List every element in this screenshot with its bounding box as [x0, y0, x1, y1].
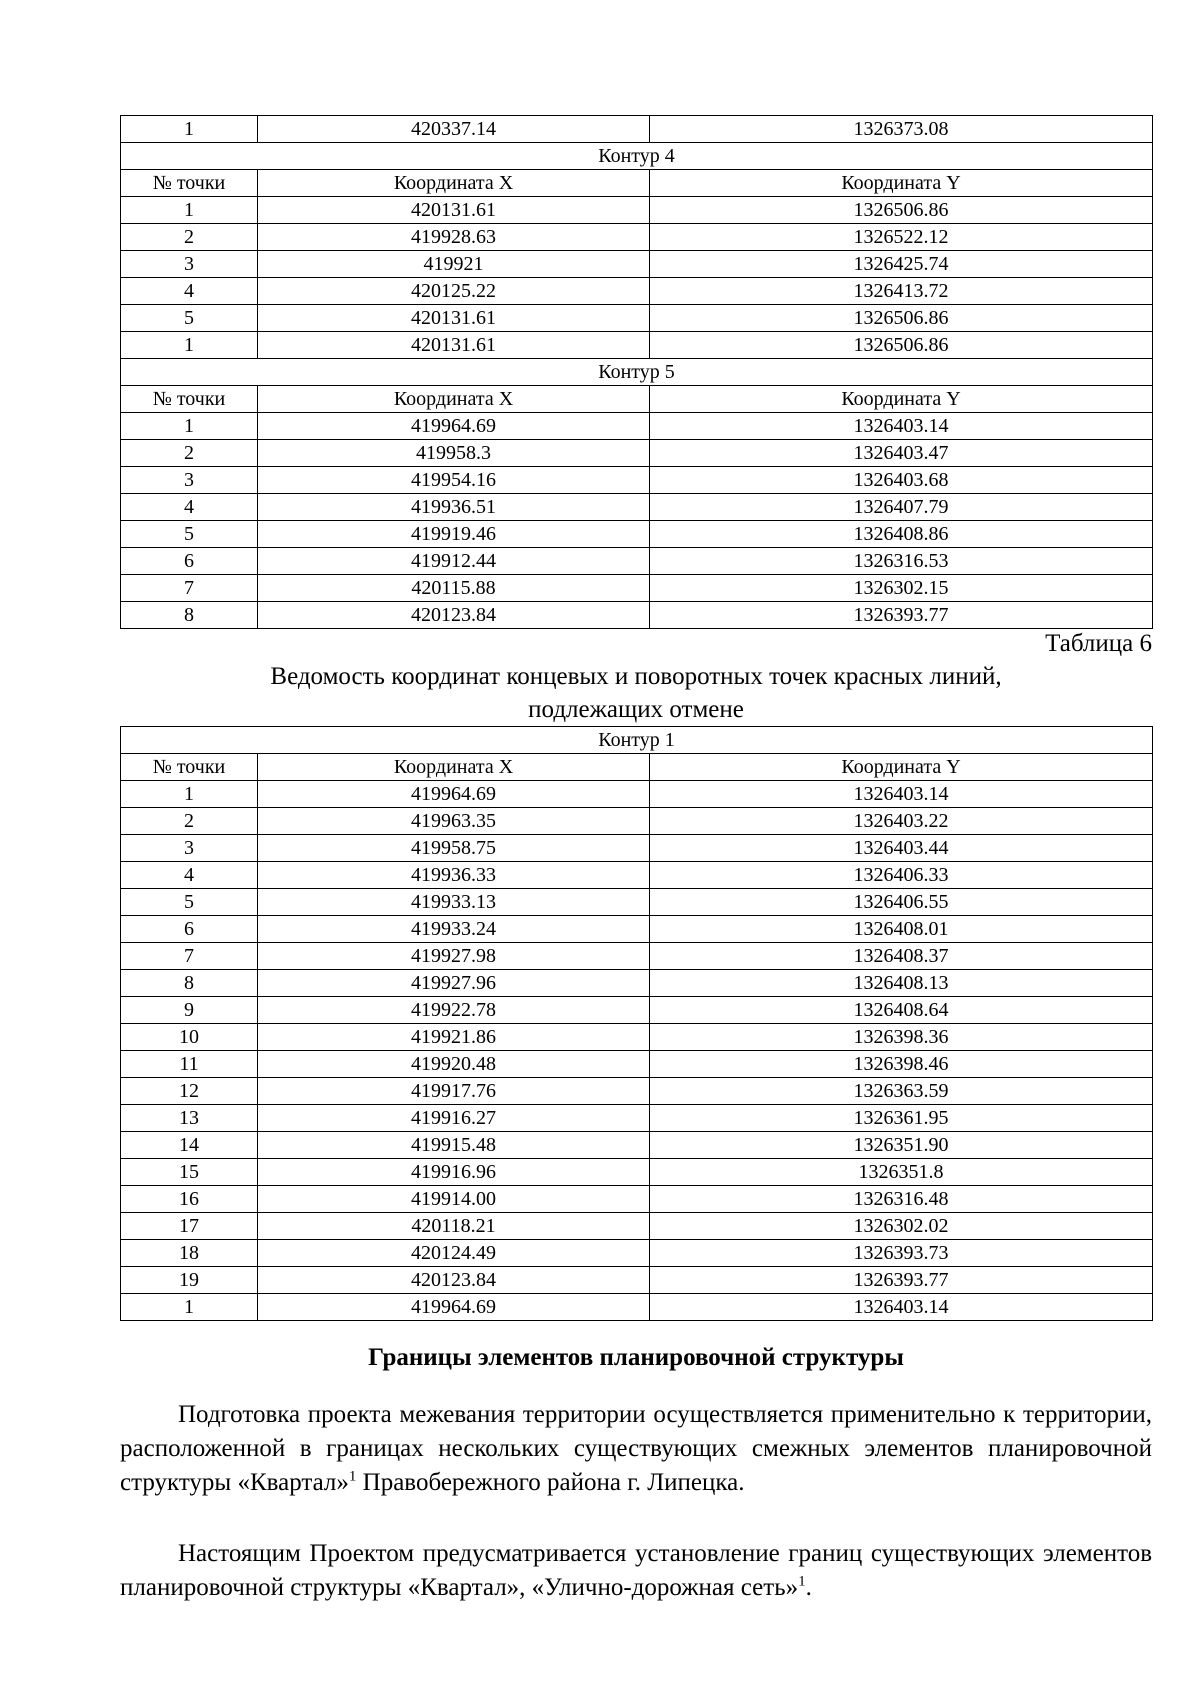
- paragraph-2-tail: .: [805, 1574, 812, 1601]
- table-row: [121, 413, 1153, 440]
- cell-coord-x: 419933.13: [258, 889, 650, 916]
- cell-coord-y: 1326407.79: [650, 494, 1153, 521]
- cell-point-number: 18: [121, 1240, 258, 1267]
- cell-point-number: 2: [121, 808, 258, 835]
- cell-point-number: 7: [121, 943, 258, 970]
- paragraph-2: [120, 1537, 1152, 1605]
- cell-point-number: 1: [121, 781, 258, 808]
- table-row: [121, 835, 1153, 862]
- cell-coord-x: 419933.24: [258, 916, 650, 943]
- table-row: [121, 116, 1153, 143]
- cell-point-number: 4: [121, 862, 258, 889]
- cell-coord-x: 420131.61: [258, 332, 650, 359]
- cell-point-number: 9: [121, 997, 258, 1024]
- cell-coord-y: 1326406.55: [650, 889, 1153, 916]
- contour-label: Контур 4: [121, 143, 1153, 170]
- cell-point-number: 7: [121, 575, 258, 602]
- cell-point-number: 2: [121, 224, 258, 251]
- header-point-number: № точки: [121, 386, 258, 413]
- cell-coord-y: 1326403.14: [650, 1294, 1153, 1321]
- cell-coord-x: 419917.76: [258, 1078, 650, 1105]
- cell-point-number: 11: [121, 1051, 258, 1078]
- cell-coord-y: 1326408.13: [650, 970, 1153, 997]
- cell-coord-y: 1326406.33: [650, 862, 1153, 889]
- table-row: [121, 278, 1153, 305]
- table-header-row: [121, 754, 1153, 781]
- cell-coord-x: 419964.69: [258, 413, 650, 440]
- table-row: [121, 1078, 1153, 1105]
- cell-point-number: 8: [121, 602, 258, 629]
- cell-point-number: 5: [121, 521, 258, 548]
- header-coord-y: Координата Y: [650, 170, 1153, 197]
- cell-coord-y: 1326302.02: [650, 1213, 1153, 1240]
- header-coord-x: Координата X: [258, 170, 650, 197]
- table-row: [121, 781, 1153, 808]
- cell-point-number: 6: [121, 916, 258, 943]
- cell-point-number: 15: [121, 1159, 258, 1186]
- cell-coord-y: 1326413.72: [650, 278, 1153, 305]
- cell-coord-y: 1326316.53: [650, 548, 1153, 575]
- cell-coord-y: 1326403.14: [650, 413, 1153, 440]
- table-row: [121, 997, 1153, 1024]
- cell-point-number: 3: [121, 251, 258, 278]
- header-coord-y: Координата Y: [650, 754, 1153, 781]
- header-point-number: № точки: [121, 754, 258, 781]
- cell-coord-x: 420118.21: [258, 1213, 650, 1240]
- table-6-body: [121, 727, 1153, 1321]
- header-point-number: № точки: [121, 170, 258, 197]
- cell-coord-x: 419927.96: [258, 970, 650, 997]
- cell-coord-y: 1326393.77: [650, 1267, 1153, 1294]
- header-coord-x: Координата X: [258, 754, 650, 781]
- table-row: [121, 1051, 1153, 1078]
- table-row: [121, 916, 1153, 943]
- cell-coord-y: 1326522.12: [650, 224, 1153, 251]
- table-row: [121, 889, 1153, 916]
- table-header-row: [121, 386, 1153, 413]
- cell-coord-x: 419920.48: [258, 1051, 650, 1078]
- cell-coord-x: 419964.69: [258, 1294, 650, 1321]
- cell-coord-y: 1326363.59: [650, 1078, 1153, 1105]
- contour-row: [121, 727, 1153, 754]
- table-row: [121, 197, 1153, 224]
- cell-coord-x: 420337.14: [258, 116, 650, 143]
- cell-point-number: 1: [121, 413, 258, 440]
- table-row: [121, 548, 1153, 575]
- table-row: [121, 1024, 1153, 1051]
- cell-point-number: 1: [121, 332, 258, 359]
- coordinates-table-continued: [120, 115, 1153, 629]
- contour-row: [121, 359, 1153, 386]
- cell-point-number: 6: [121, 548, 258, 575]
- cell-point-number: 1: [121, 1294, 258, 1321]
- table-row: [121, 1213, 1153, 1240]
- contour-row: [121, 143, 1153, 170]
- cell-point-number: 2: [121, 440, 258, 467]
- table-row: [121, 494, 1153, 521]
- table-row: [121, 1240, 1153, 1267]
- footnote-ref-2: 1: [798, 1573, 806, 1590]
- cell-coord-x: 419963.35: [258, 808, 650, 835]
- cell-point-number: 8: [121, 970, 258, 997]
- cell-coord-y: 1326408.37: [650, 943, 1153, 970]
- cell-coord-x: 419954.16: [258, 467, 650, 494]
- cell-coord-x: 419919.46: [258, 521, 650, 548]
- table-header-row: [121, 170, 1153, 197]
- table-row: [121, 1294, 1153, 1321]
- cell-point-number: 19: [121, 1267, 258, 1294]
- cell-coord-x: 420115.88: [258, 575, 650, 602]
- table-6-coordinates: [120, 726, 1153, 1321]
- cell-coord-x: 419921: [258, 251, 650, 278]
- cell-coord-y: 1326506.86: [650, 305, 1153, 332]
- table-row: [121, 332, 1153, 359]
- table-row: [121, 467, 1153, 494]
- cell-point-number: 5: [121, 889, 258, 916]
- cell-coord-x: 419958.3: [258, 440, 650, 467]
- header-coord-y: Координата Y: [650, 386, 1153, 413]
- table-row: [121, 1132, 1153, 1159]
- cell-coord-x: 420131.61: [258, 197, 650, 224]
- cell-coord-y: 1326302.15: [650, 575, 1153, 602]
- table-row: [121, 440, 1153, 467]
- cell-coord-x: 419936.51: [258, 494, 650, 521]
- table-row: [121, 224, 1153, 251]
- table-row: [121, 1267, 1153, 1294]
- cell-coord-x: 419915.48: [258, 1132, 650, 1159]
- table-row: [121, 1186, 1153, 1213]
- table-row: [121, 808, 1153, 835]
- cell-point-number: 14: [121, 1132, 258, 1159]
- cell-coord-x: 420123.84: [258, 1267, 650, 1294]
- cell-coord-x: 420124.49: [258, 1240, 650, 1267]
- cell-coord-y: 1326408.86: [650, 521, 1153, 548]
- cell-point-number: 3: [121, 467, 258, 494]
- cell-coord-y: 1326398.36: [650, 1024, 1153, 1051]
- cell-coord-y: 1326361.95: [650, 1105, 1153, 1132]
- table-row: [121, 602, 1153, 629]
- cell-coord-y: 1326403.14: [650, 781, 1153, 808]
- cell-coord-x: 419928.63: [258, 224, 650, 251]
- cell-coord-x: 419914.00: [258, 1186, 650, 1213]
- cell-coord-y: 1326351.90: [650, 1132, 1153, 1159]
- table-title-line-1: Ведомость координат концевых и поворотных точек красных линий,: [270, 663, 1002, 690]
- cell-coord-x: 419958.75: [258, 835, 650, 862]
- cell-coord-y: 1326351.8: [650, 1159, 1153, 1186]
- cell-coord-y: 1326316.48: [650, 1186, 1153, 1213]
- cell-point-number: 5: [121, 305, 258, 332]
- paragraph-1: [120, 1398, 1152, 1500]
- cell-point-number: 3: [121, 835, 258, 862]
- cell-coord-y: 1326408.01: [650, 916, 1153, 943]
- cell-coord-y: 1326403.22: [650, 808, 1153, 835]
- cell-point-number: 4: [121, 278, 258, 305]
- cell-coord-y: 1326403.47: [650, 440, 1153, 467]
- table-row: [121, 521, 1153, 548]
- table-title: [120, 660, 1152, 726]
- table-row: [121, 943, 1153, 970]
- paragraph-1-text: Подготовка проекта межевания территории осуществляется применительно к территории, расположенной в границах нескольких существующих смежных элементов планировочной структуры «Квартал»: [120, 1401, 1152, 1496]
- cell-coord-y: 1326506.86: [650, 332, 1153, 359]
- table-number: Таблица 6: [1045, 630, 1152, 657]
- table-row: [121, 251, 1153, 278]
- cell-coord-y: 1326425.74: [650, 251, 1153, 278]
- cell-coord-x: 419927.98: [258, 943, 650, 970]
- paragraph-2-text: Настоящим Проектом предусматривается установление границ существующих элементов планировочной структуры «Квартал», «Улично-дорожная сеть»: [120, 1540, 1152, 1601]
- cell-point-number: 1: [121, 116, 258, 143]
- cell-coord-y: 1326373.08: [650, 116, 1153, 143]
- paragraph-1-tail: Правобережного района г. Липецка.: [356, 1469, 745, 1496]
- cell-coord-y: 1326398.46: [650, 1051, 1153, 1078]
- cell-coord-x: 420125.22: [258, 278, 650, 305]
- header-coord-x: Координата X: [258, 386, 650, 413]
- contour-label: Контур 5: [121, 359, 1153, 386]
- table-row: [121, 305, 1153, 332]
- cell-coord-x: 419936.33: [258, 862, 650, 889]
- cell-coord-x: 420131.61: [258, 305, 650, 332]
- cell-point-number: 1: [121, 197, 258, 224]
- table-row: [121, 1159, 1153, 1186]
- cell-point-number: 13: [121, 1105, 258, 1132]
- table-title-line-2: подлежащих отмене: [528, 696, 744, 723]
- cell-point-number: 16: [121, 1186, 258, 1213]
- table-row: [121, 1105, 1153, 1132]
- cell-coord-y: 1326408.64: [650, 997, 1153, 1024]
- footnote-ref-1: 1: [348, 1468, 357, 1485]
- table-row: [121, 862, 1153, 889]
- cell-coord-x: 419921.86: [258, 1024, 650, 1051]
- cell-coord-y: 1326403.68: [650, 467, 1153, 494]
- coordinates-table-body: [121, 116, 1153, 629]
- cell-coord-y: 1326403.44: [650, 835, 1153, 862]
- cell-coord-y: 1326506.86: [650, 197, 1153, 224]
- cell-coord-y: 1326393.77: [650, 602, 1153, 629]
- cell-point-number: 4: [121, 494, 258, 521]
- cell-coord-x: 419964.69: [258, 781, 650, 808]
- cell-point-number: 10: [121, 1024, 258, 1051]
- cell-coord-x: 419922.78: [258, 997, 650, 1024]
- cell-point-number: 12: [121, 1078, 258, 1105]
- cell-coord-y: 1326393.73: [650, 1240, 1153, 1267]
- contour-label: Контур 1: [121, 727, 1153, 754]
- section-heading: Границы элементов планировочной структуры: [368, 1344, 904, 1371]
- cell-coord-x: 419916.27: [258, 1105, 650, 1132]
- table-row: [121, 575, 1153, 602]
- table-row: [121, 970, 1153, 997]
- cell-coord-x: 420123.84: [258, 602, 650, 629]
- cell-coord-x: 419912.44: [258, 548, 650, 575]
- cell-point-number: 17: [121, 1213, 258, 1240]
- cell-coord-x: 419916.96: [258, 1159, 650, 1186]
